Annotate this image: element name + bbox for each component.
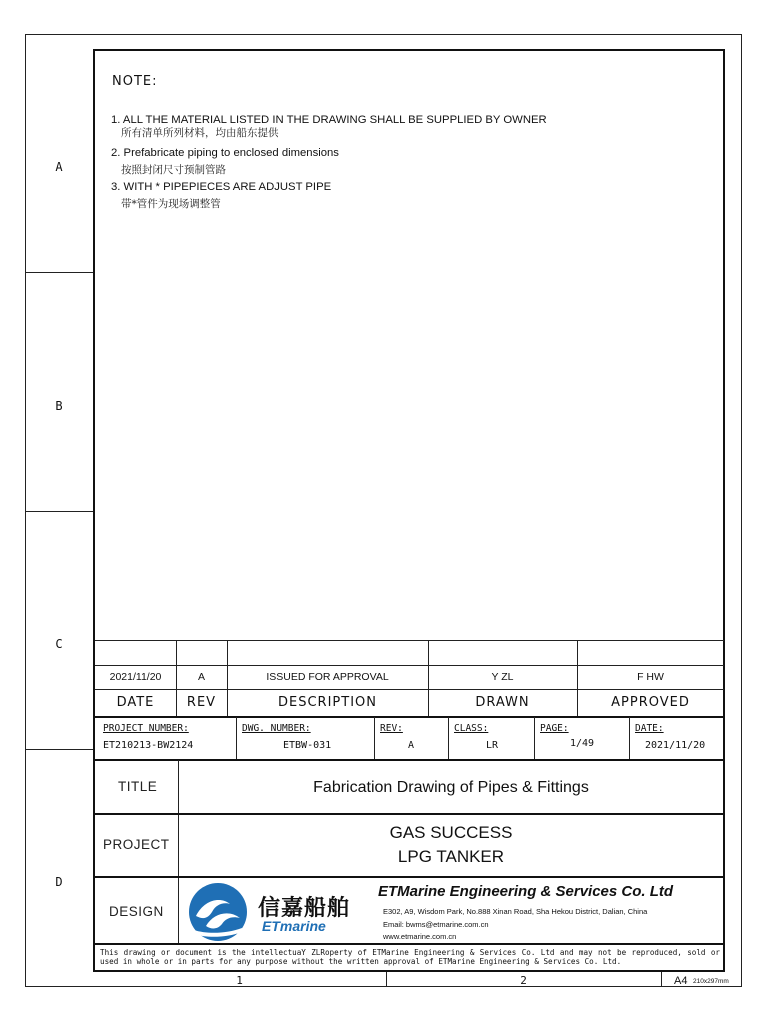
zone-label-b: B	[55, 399, 63, 413]
note-item-cn: 按照封闭尺寸预制管路	[121, 164, 226, 176]
company-cn-name: 信嘉船舶	[258, 896, 351, 921]
drawing-title: Fabrication Drawing of Pipes & Fittings	[313, 779, 589, 796]
disclaimer: This drawing or document is the intellectuaY ZLRoperty of ETMarine Engineering & Services Co. Ltd and may not be reproduced, sold or used in whole or in parts for any purpose without the written approval of ETMarine Engineering & Services Co. Ltd.	[100, 948, 720, 966]
class-value: LR	[486, 740, 499, 751]
zone-divider	[25, 749, 93, 750]
footer-divider	[661, 972, 662, 987]
project-name-line1: GAS SUCCESS	[389, 823, 513, 842]
info-line	[95, 759, 724, 761]
note-item-en: 1. ALL THE MATERIAL LISTED IN THE DRAWING SHALL BE SUPPLIED BY OWNER	[111, 114, 547, 126]
info-line	[629, 717, 630, 759]
footer-column-1: 1	[236, 974, 243, 987]
zone-divider	[25, 511, 93, 512]
date-value: 2021/11/20	[645, 740, 706, 751]
title-label: TITLE	[118, 779, 158, 794]
company-website: www.etmarine.com.cn	[383, 932, 457, 941]
notes-title: NOTE:	[112, 74, 158, 89]
zone-label-c: C	[55, 637, 63, 651]
project-label: PROJECT	[103, 837, 170, 852]
rev-letter: A	[197, 671, 205, 683]
rev-drawn: Y ZL	[491, 671, 514, 683]
page-value: 1/49	[570, 738, 595, 749]
zone-divider	[25, 272, 93, 273]
dwg-number-label: DWG. NUMBER:	[242, 723, 311, 734]
company-email: Email: bwms@etmarine.com.cn	[383, 920, 489, 929]
title-block-line	[95, 943, 724, 945]
rev-value: A	[408, 740, 415, 751]
note-item-cn: 带*管件为现场调整管	[121, 198, 221, 210]
title-block-line	[95, 813, 724, 815]
company-name: ETMarine Engineering & Services Co. Ltd	[378, 883, 674, 900]
notes-list	[111, 114, 547, 211]
footer-column-2: 2	[520, 974, 527, 987]
dwg-number: ETBW-031	[283, 740, 332, 751]
design-label: DESIGN	[109, 904, 164, 919]
date-label: DATE:	[635, 723, 664, 734]
company-brand: ETmarine	[262, 918, 326, 934]
note-item-en: 2. Prefabricate piping to enclosed dimensions	[111, 147, 339, 159]
project-number: ET210213-BW2124	[103, 740, 194, 751]
zone-label-a: A	[55, 160, 63, 174]
header-date: DATE	[116, 695, 155, 710]
note-item-cn: 所有清单所列材料，均由船东提供	[121, 127, 279, 139]
rev-approved: F HW	[637, 671, 664, 683]
header-drawn: DRAWN	[475, 695, 530, 710]
company-address: E302, A9, Wisdom Park, No.888 Xinan Road, Sha Hekou District, Dalian, China	[383, 907, 648, 916]
info-line	[374, 717, 375, 759]
zone-label-d: D	[55, 875, 63, 889]
page-label: PAGE:	[540, 723, 569, 734]
header-rev: REV	[186, 695, 217, 710]
paper-dimensions: 210x297mm	[693, 978, 729, 985]
info-line	[236, 717, 237, 759]
project-number-label: PROJECT NUMBER:	[103, 723, 189, 734]
rev-date: 2021/11/20	[109, 671, 162, 683]
rev-table-line	[95, 689, 724, 690]
etmarine-logo-icon	[186, 882, 250, 942]
header-approved: APPROVED	[611, 695, 690, 710]
class-label: CLASS:	[454, 723, 489, 734]
note-item-en: 3. WITH * PIPEPIECES ARE ADJUST PIPE	[111, 181, 332, 193]
rev-table-line	[95, 640, 724, 641]
rev-table-line	[95, 665, 724, 666]
info-line	[534, 717, 535, 759]
info-line	[448, 717, 449, 759]
header-description: DESCRIPTION	[278, 695, 377, 710]
rev-label: REV:	[380, 723, 403, 734]
title-block-line	[95, 876, 724, 878]
rev-description: ISSUED FOR APPROVAL	[266, 671, 389, 683]
paper-size: A4	[674, 975, 688, 987]
project-name-line2: LPG TANKER	[397, 847, 505, 866]
